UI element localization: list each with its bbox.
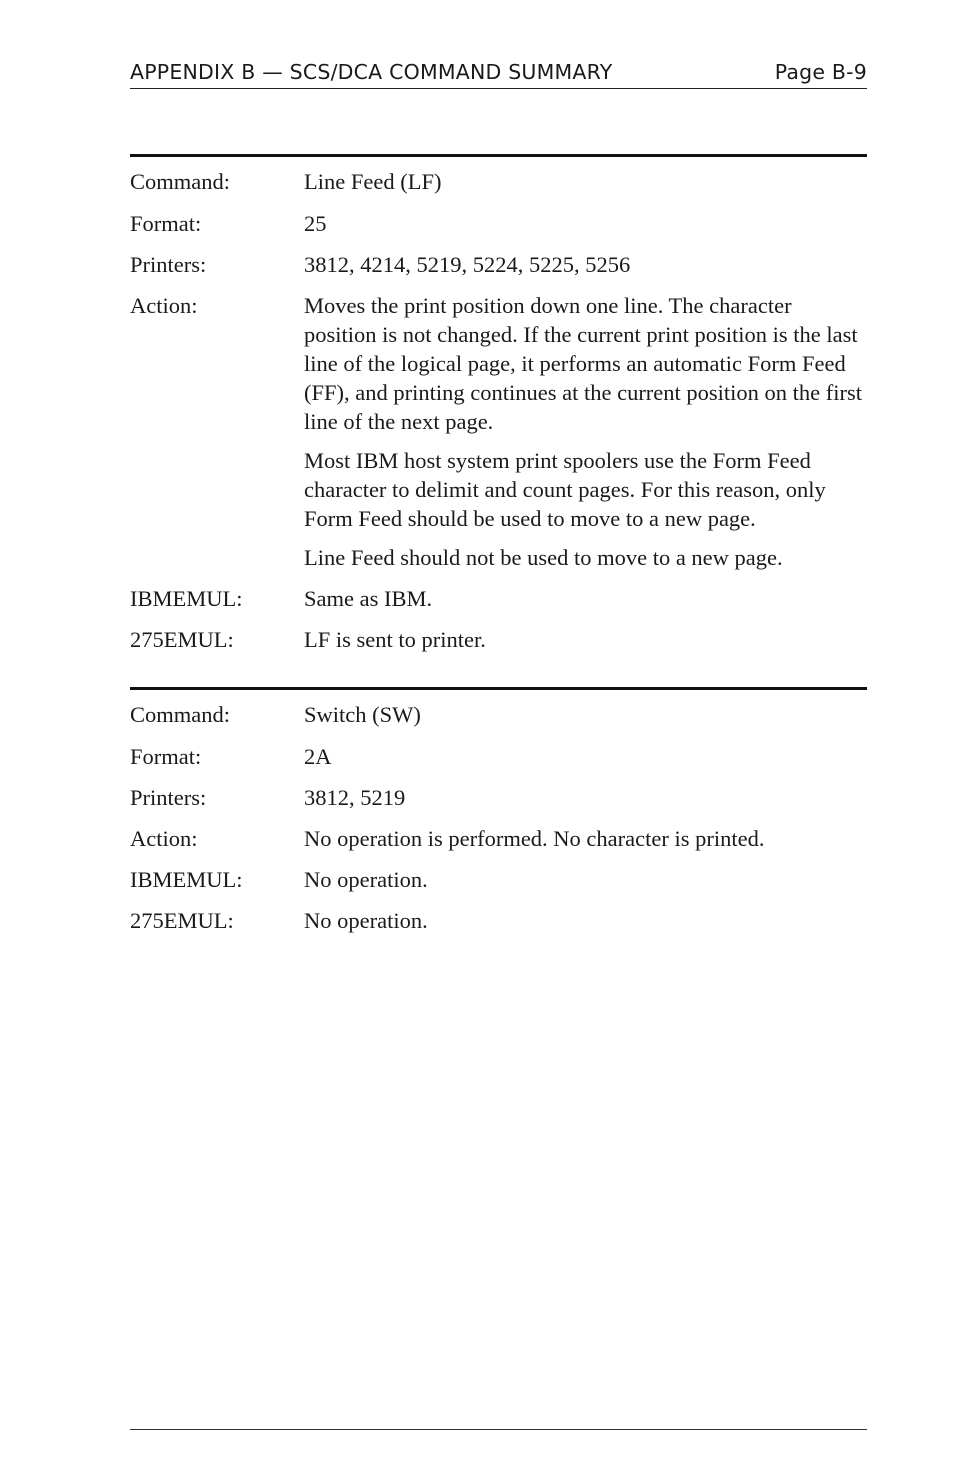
ibmemul-label: IBMEMUL: (130, 586, 243, 611)
ibmemul-value: Same as IBM. (304, 586, 433, 611)
emul275-row (130, 613, 867, 654)
printers-value: 3812, 4214, 5219, 5224, 5225, 5256 (304, 252, 631, 277)
format-value: 2A (304, 744, 332, 769)
command-row (130, 690, 867, 730)
action-label: Action: (130, 826, 198, 851)
command-block-switch (130, 687, 867, 935)
format-row (130, 197, 867, 238)
format-value: 25 (304, 211, 327, 236)
command-label: Command: (130, 702, 230, 727)
command-row (130, 157, 867, 197)
action-row (130, 812, 867, 853)
header-title: APPENDIX B — SCS/DCA COMMAND SUMMARY (130, 60, 613, 84)
page-header (130, 58, 867, 89)
emul275-label: 275EMUL: (130, 908, 234, 933)
ibmemul-label: IBMEMUL: (130, 867, 243, 892)
emul275-value: No operation. (304, 908, 428, 933)
format-label: Format: (130, 211, 202, 236)
command-block-line-feed (130, 154, 867, 654)
format-label: Format: (130, 744, 202, 769)
action-paragraph: Most IBM host system print spoolers use the Form Feed character to delimit and count pages. For this reason, only Form Feed should be used to move to a new page. (304, 448, 826, 531)
printers-row (130, 771, 867, 812)
printers-label: Printers: (130, 785, 207, 810)
action-paragraph: Moves the print position down one line. The character position is not changed. If the current print position is the last line of the logical page, it performs an automatic Form Feed (FF), and printing continues at the current position on the first line of the next page. (304, 293, 863, 434)
format-row (130, 730, 867, 771)
command-value: Switch (SW) (304, 702, 421, 727)
emul275-label: 275EMUL: (130, 627, 234, 652)
printers-label: Printers: (130, 252, 207, 277)
page-number: Page B-9 (774, 60, 867, 84)
printers-value: 3812, 5219 (304, 785, 406, 810)
ibmemul-row (130, 853, 867, 894)
command-label: Command: (130, 169, 230, 194)
ibmemul-value: No operation. (304, 867, 428, 892)
action-value: No operation is performed. No character is printed. (304, 826, 765, 851)
printers-row (130, 238, 867, 279)
emul275-value: LF is sent to printer. (304, 627, 486, 652)
action-value (304, 279, 867, 572)
action-row (130, 279, 867, 572)
command-value: Line Feed (LF) (304, 169, 442, 194)
action-label: Action: (130, 293, 198, 318)
emul275-row (130, 894, 867, 935)
ibmemul-row (130, 572, 867, 613)
footer-rule (130, 1429, 867, 1430)
action-paragraph: Line Feed should not be used to move to a new page. (304, 545, 783, 570)
